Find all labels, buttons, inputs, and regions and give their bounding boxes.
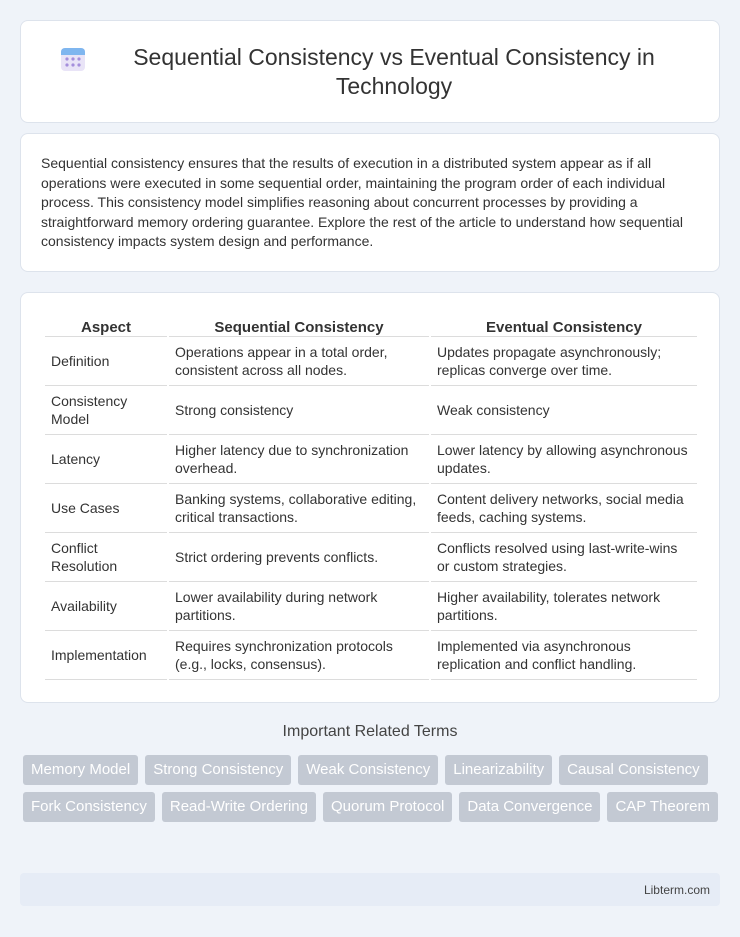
header-sequential: Sequential Consistency: [169, 313, 429, 337]
cell-eventual: Updates propagate asynchronously; replicas converge over time.: [431, 337, 697, 386]
cell-eventual: Content delivery networks, social media feeds, caching systems.: [431, 484, 697, 533]
related-terms-list: [23, 755, 723, 822]
table-row: [45, 582, 697, 631]
page-title: Sequential Consistency vs Eventual Consistency in Technology: [133, 43, 655, 99]
cell-eventual: Lower latency by allowing asynchronous updates.: [431, 435, 697, 484]
cell-sequential: Requires synchronization protocols (e.g., locks, consensus).: [169, 631, 429, 680]
cell-aspect: Latency: [45, 435, 167, 484]
related-term-tag[interactable]: Data Convergence: [459, 792, 600, 822]
related-term-tag[interactable]: Strong Consistency: [145, 755, 291, 785]
related-term-tag[interactable]: Read-Write Ordering: [162, 792, 316, 822]
cell-aspect: Use Cases: [45, 484, 167, 533]
cell-aspect: Availability: [45, 582, 167, 631]
table-header-row: [45, 313, 697, 337]
cell-eventual: Implemented via asynchronous replication and conflict handling.: [431, 631, 697, 680]
cell-aspect: Conflict Resolution: [45, 533, 167, 582]
related-term-tag[interactable]: Fork Consistency: [23, 792, 155, 822]
header-aspect: Aspect: [45, 313, 167, 337]
table-row: [45, 435, 697, 484]
cell-sequential: Lower availability during network partitions.: [169, 582, 429, 631]
table-row: [45, 337, 697, 386]
header-eventual: Eventual Consistency: [431, 313, 697, 337]
table-row: [45, 631, 697, 680]
table-row: [45, 484, 697, 533]
cell-sequential: Higher latency due to synchronization overhead.: [169, 435, 429, 484]
related-term-tag[interactable]: Linearizability: [445, 755, 552, 785]
intro-paragraph: Sequential consistency ensures that the results of execution in a distributed system appear as if all operations were executed in some sequential order, maintaining the program order of each individual process. This consistency model simplifies reasoning about concurrent processes by providing a straightforward memory ordering guarantee. Explore the rest of the article to understand how sequential consistency impacts system design and performance.: [41, 155, 684, 249]
cell-eventual: Weak consistency: [431, 386, 697, 435]
footer: [20, 873, 720, 906]
cell-sequential: Strict ordering prevents conflicts.: [169, 533, 429, 582]
calendar-icon: [60, 46, 86, 72]
related-terms-heading: Important Related Terms: [282, 723, 458, 740]
cell-sequential: Strong consistency: [169, 386, 429, 435]
footer-site-link[interactable]: Libterm.com: [643, 882, 710, 897]
cell-sequential: Operations appear in a total order, consistent across all nodes.: [169, 337, 429, 386]
intro-card: [20, 133, 720, 272]
cell-aspect: Definition: [45, 337, 167, 386]
title-card: [20, 20, 720, 123]
table-row: [45, 386, 697, 435]
related-term-tag[interactable]: Memory Model: [23, 755, 138, 785]
related-term-tag[interactable]: CAP Theorem: [607, 792, 718, 822]
related-term-tag[interactable]: Quorum Protocol: [323, 792, 452, 822]
title-wrap: [60, 43, 680, 101]
cell-eventual: Conflicts resolved using last-write-wins or custom strategies.: [431, 533, 697, 582]
related-term-tag[interactable]: Weak Consistency: [298, 755, 438, 785]
cell-aspect: Implementation: [45, 631, 167, 680]
cell-eventual: Higher availability, tolerates network partitions.: [431, 582, 697, 631]
comparison-card: [20, 292, 720, 703]
comparison-table: [43, 313, 699, 680]
table-row: [45, 533, 697, 582]
cell-sequential: Banking systems, collaborative editing, critical transactions.: [169, 484, 429, 533]
related-term-tag[interactable]: Causal Consistency: [559, 755, 708, 785]
cell-aspect: Consistency Model: [45, 386, 167, 435]
